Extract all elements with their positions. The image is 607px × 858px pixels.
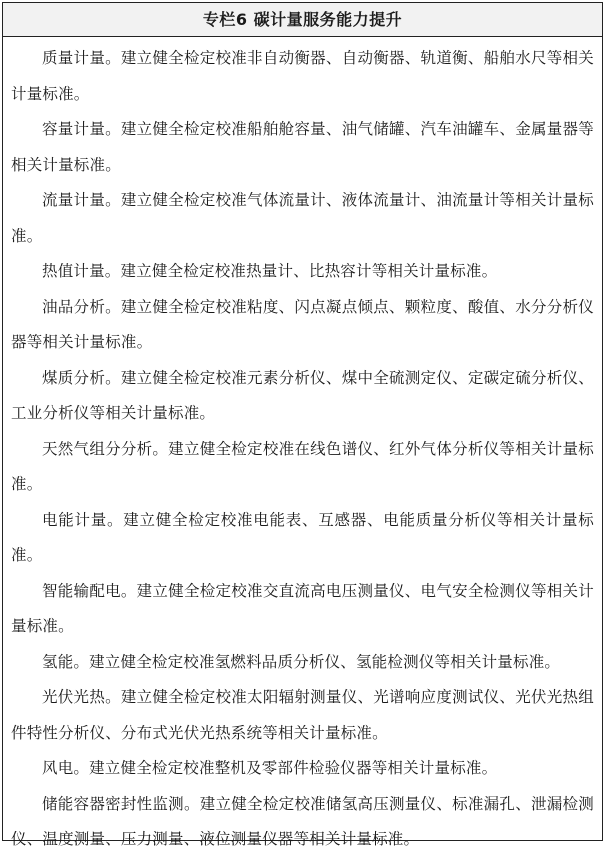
column-content [3,37,602,858]
entry-oil-analysis: 油品分析。建立健全检定校准粘度、闪点凝点倾点、颗粒度、酸值、水分分析仪器等相关计量标准。 [11,297,594,351]
entry-energy-storage-sealing: 储能容器密封性监测。建立健全检定校准储氢高压测量仪、标准漏孔、泄漏检测仪、温度测量、压力测量、液位测量仪器等相关计量标准。 [11,794,594,848]
entry-hydrogen-energy: 氢能。建立健全检定校准氢燃料品质分析仪、氢能检测仪等相关计量标准。 [42,652,561,671]
entry-natural-gas-analysis: 天然气组分分析。建立健全检定校准在线色谱仪、红外气体分析仪等相关计量标准。 [11,439,594,493]
column-title: 专栏6 碳计量服务能力提升 [3,3,602,37]
entry-wind-power: 风电。建立健全检定校准整机及零部件检验仪器等相关计量标准。 [42,759,498,777]
entry-smart-power-distribution: 智能输配电。建立健全检定校准交直流高电压测量仪、电气安全检测仪等相关计量标准。 [11,581,594,635]
column-box [2,2,603,848]
entry-calorific-metrology: 热值计量。建立健全检定校准热量计、比热容计等相关计量标准。 [42,262,498,280]
entry-electric-energy-metrology: 电能计量。建立健全检定校准电能表、互感器、电能质量分析仪等相关计量标准。 [11,510,594,564]
entry-coal-analysis: 煤质分析。建立健全检定校准元素分析仪、煤中全硫测定仪、定碳定硫分析仪、工业分析仪等相关计量标准。 [11,368,594,422]
entry-mass-metrology: 质量计量。建立健全检定校准非自动衡器、自动衡器、轨道衡、船舶水尺等相关计量标准。 [11,49,594,103]
entry-photovoltaic-thermal: 光伏光热。建立健全检定校准太阳辐射测量仪、光谱响应度测试仪、光伏光热组件特性分析仪、分布式光伏光热系统等相关计量标准。 [11,688,594,742]
entry-volume-metrology: 容量计量。建立健全检定校准船舶舱容量、油气储罐、汽车油罐车、金属量器等相关计量标准。 [11,120,594,174]
entry-flow-metrology: 流量计量。建立健全检定校准气体流量计、液体流量计、油流量计等相关计量标准。 [11,191,594,245]
